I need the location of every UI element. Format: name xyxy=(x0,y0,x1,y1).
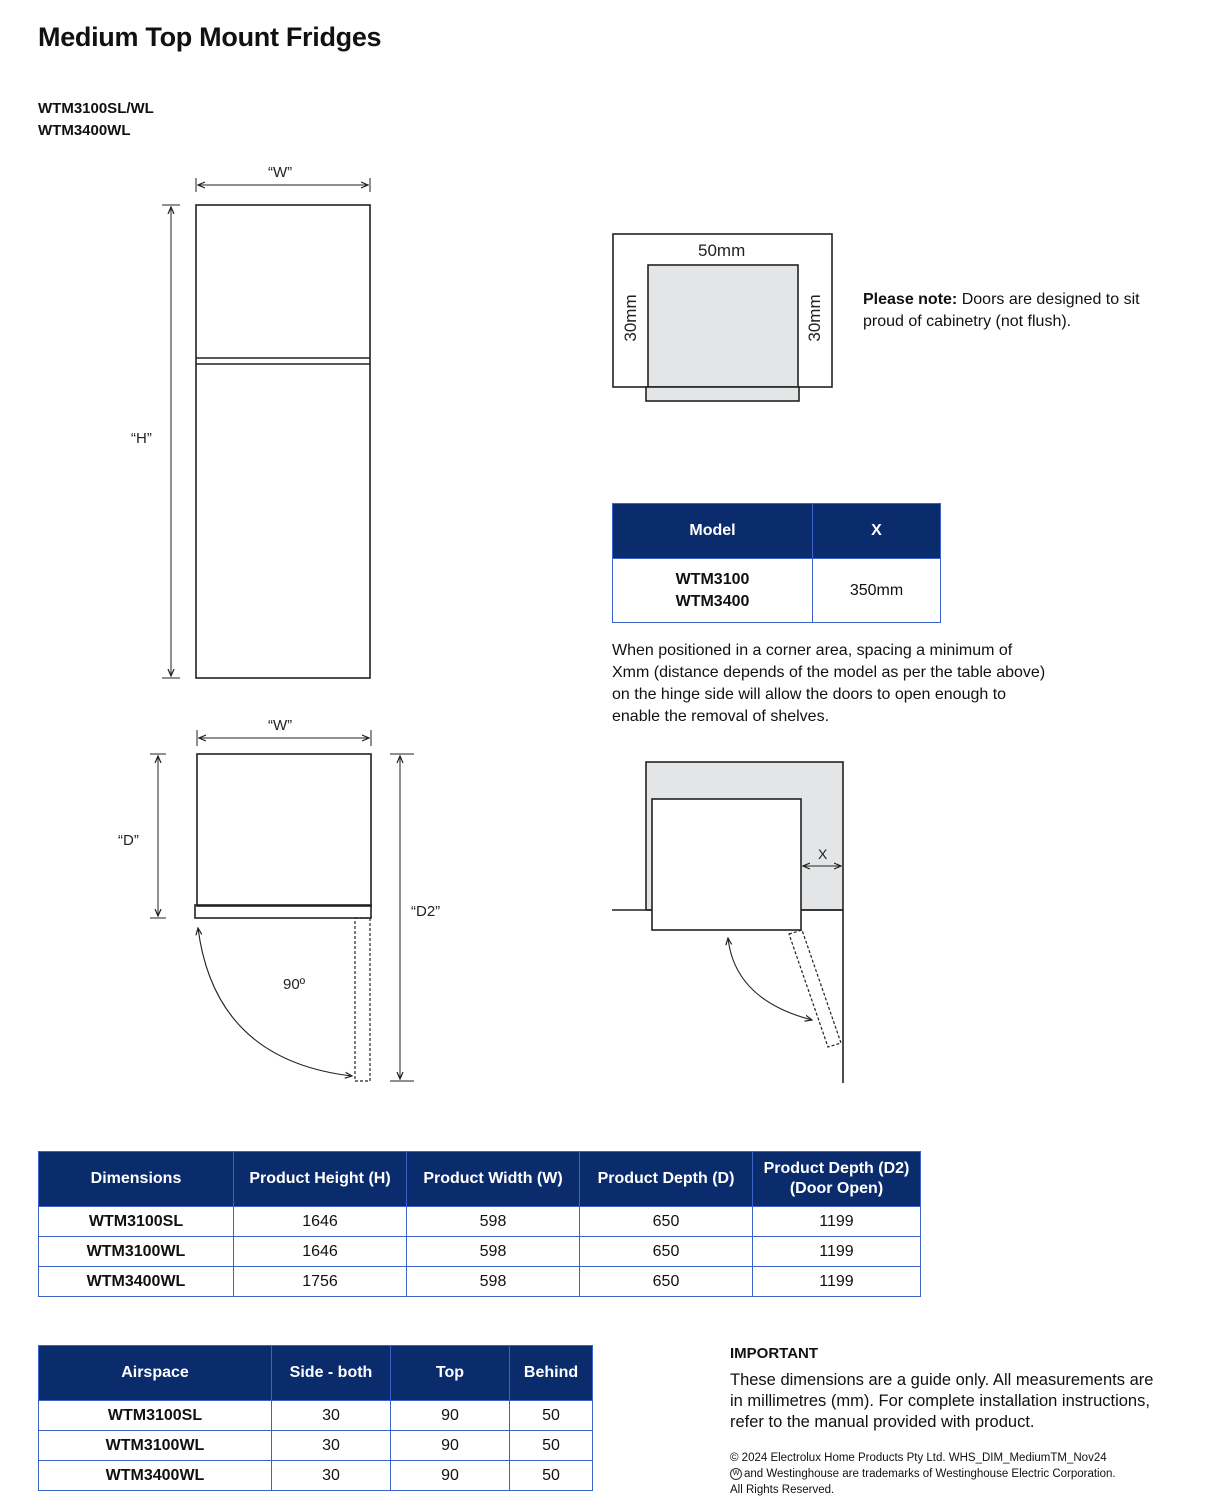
table-cell: 650 xyxy=(580,1237,753,1267)
corner-instructions: When positioned in a corner area, spacing a minimum of Xmm (distance depends of the model as per the table above) on the hinge side will allow the doors to open enough to enable the removal of shelves. xyxy=(612,642,1046,725)
x-table-model: WTM3100 xyxy=(675,570,750,588)
dim-header: Dimensions xyxy=(39,1152,234,1207)
important-heading: IMPORTANT xyxy=(730,1345,819,1362)
x-table-header-x: X xyxy=(813,504,941,559)
legal-line: and Westinghouse are trademarks of Westinghouse Electric Corporation. xyxy=(744,1468,1116,1480)
x-table xyxy=(612,503,941,623)
top-view-fridge xyxy=(195,754,371,1081)
table-cell: 90 xyxy=(391,1431,510,1461)
table-cell: 1646 xyxy=(234,1207,407,1237)
table-cell: WTM3100SL xyxy=(39,1207,234,1237)
table-cell: 1199 xyxy=(753,1207,921,1237)
table-row xyxy=(39,1461,593,1491)
table-cell: 1646 xyxy=(234,1237,407,1267)
depth-open-label: “D2” xyxy=(411,903,441,920)
table-cell: WTM3400WL xyxy=(39,1267,234,1297)
front-view-fridge xyxy=(196,205,370,678)
air-header: Airspace xyxy=(39,1346,272,1401)
table-cell: 50 xyxy=(510,1461,593,1491)
model-line: WTM3100SL/WL xyxy=(38,100,154,117)
air-header: Top xyxy=(391,1346,510,1401)
table-cell: WTM3100SL xyxy=(39,1401,272,1431)
depth-dimension xyxy=(150,754,166,918)
x-table-models xyxy=(613,559,813,623)
table-cell: 90 xyxy=(391,1401,510,1431)
table-cell: WTM3100WL xyxy=(39,1431,272,1461)
angle-label: 90º xyxy=(283,976,306,993)
dim-header: Product Depth (D) xyxy=(580,1152,753,1207)
table-cell: 1199 xyxy=(753,1267,921,1297)
air-header: Side - both xyxy=(272,1346,391,1401)
legal-line-trademark xyxy=(730,1466,1170,1482)
clearance-left-label: 30mm xyxy=(621,294,640,342)
table-cell: 1756 xyxy=(234,1267,407,1297)
corner-diagram xyxy=(612,762,843,1083)
table-cell: 598 xyxy=(407,1267,580,1297)
page-title: Medium Top Mount Fridges xyxy=(38,22,382,52)
table-cell: 1199 xyxy=(753,1237,921,1267)
door-swing-arc xyxy=(198,928,352,1076)
dimensions-table xyxy=(38,1151,921,1297)
dim-header: Product Width (W) xyxy=(407,1152,580,1207)
table-cell: 650 xyxy=(580,1207,753,1237)
front-width-label: “W” xyxy=(268,164,293,181)
table-row xyxy=(39,1267,921,1297)
table-cell: 598 xyxy=(407,1207,580,1237)
model-line: WTM3400WL xyxy=(38,122,131,139)
corner-door-arc xyxy=(728,938,812,1020)
clearance-top-label: 50mm xyxy=(698,241,746,260)
table-cell: WTM3400WL xyxy=(39,1461,272,1491)
table-cell: 30 xyxy=(272,1401,391,1431)
x-table-model: WTM3400 xyxy=(675,592,750,610)
table-cell: 30 xyxy=(272,1431,391,1461)
front-height-dimension xyxy=(162,205,180,678)
air-header: Behind xyxy=(510,1346,593,1401)
depth-label: “D” xyxy=(118,832,139,849)
note-text: Doors are designed to sit proud of cabinetry (not flush). xyxy=(863,291,1140,330)
table-cell: WTM3100WL xyxy=(39,1237,234,1267)
legal-notice xyxy=(730,1450,1170,1498)
table-row xyxy=(39,1401,593,1431)
corner-x-label: X xyxy=(818,846,828,862)
x-table-header-model: Model xyxy=(613,504,813,559)
table-cell: 598 xyxy=(407,1237,580,1267)
top-width-label: “W” xyxy=(268,717,293,734)
legal-line: All Rights Reserved. xyxy=(730,1484,835,1496)
front-height-label: “H” xyxy=(131,430,152,447)
important-body: These dimensions are a guide only. All measurements are in millimetres (mm). For complete installation instructions, refer to the manual provided with product. xyxy=(730,1371,1154,1431)
table-row xyxy=(39,1237,921,1267)
table-cell: 30 xyxy=(272,1461,391,1491)
table-cell: 90 xyxy=(391,1461,510,1491)
table-row xyxy=(39,1207,921,1237)
westinghouse-logo-icon: W xyxy=(730,1468,742,1480)
table-cell: 650 xyxy=(580,1267,753,1297)
table-cell: 50 xyxy=(510,1431,593,1461)
dim-header: Product Depth (D2) (Door Open) xyxy=(753,1152,921,1207)
note-bold: Please note: xyxy=(863,291,958,308)
table-cell: 50 xyxy=(510,1401,593,1431)
doors-note xyxy=(863,289,1163,333)
legal-line: © 2024 Electrolux Home Products Pty Ltd. WHS_DIM_MediumTM_Nov24 xyxy=(730,1452,1107,1464)
clearance-right-label: 30mm xyxy=(805,294,824,342)
x-table-value: 350mm xyxy=(813,559,941,623)
dim-header: Product Height (H) xyxy=(234,1152,407,1207)
airspace-table xyxy=(38,1345,593,1491)
table-row xyxy=(39,1431,593,1461)
